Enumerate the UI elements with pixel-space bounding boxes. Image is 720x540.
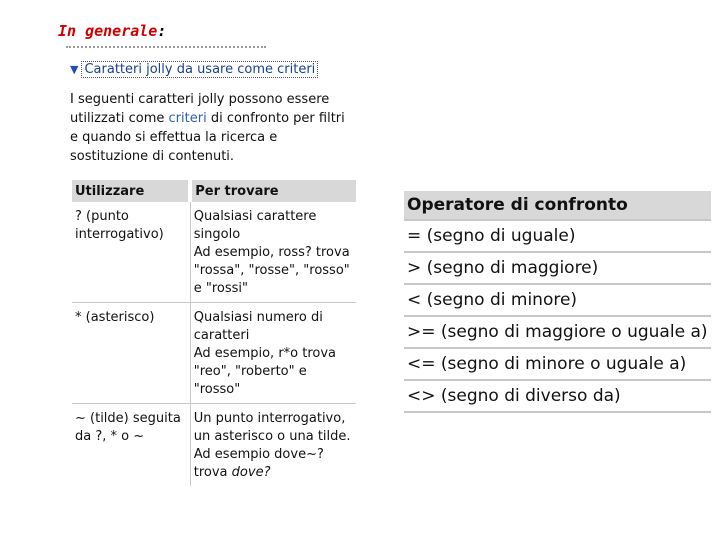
description-line: Qualsiasi numero di caratteri: [193, 310, 323, 343]
heading-text: In generale: [58, 22, 158, 40]
section-title[interactable]: Caratteri jolly da usare come criteri: [81, 61, 318, 78]
table-row: [404, 220, 711, 252]
page-heading: [58, 22, 166, 40]
table-row: [404, 316, 711, 348]
description-line: [194, 446, 353, 482]
description-line: Un punto interrogativo, un asterisco o una tilde.: [193, 411, 351, 444]
table-header-row: [72, 180, 356, 202]
table-row: [404, 348, 711, 380]
table-header-row: [404, 191, 711, 220]
intro-part1: I seguenti caratteri jolly possono essere utilizzati come: [70, 92, 330, 126]
criteri-link[interactable]: criteri: [168, 111, 207, 126]
description-text: Ad esempio dove~? trova: [193, 447, 324, 480]
table-row: [72, 303, 356, 404]
wildcard-cell: ? (punto interrogativo): [72, 202, 190, 303]
table-row: [404, 380, 711, 412]
operators-table: [404, 191, 711, 413]
italic-example: dove?: [231, 465, 271, 480]
wildcard-cell: * (asterisco): [72, 303, 190, 404]
section-toggle[interactable]: [70, 62, 318, 77]
description-cell: [190, 202, 356, 303]
table-row: [72, 202, 356, 303]
description-cell: [190, 303, 356, 404]
divider: [66, 46, 266, 52]
wildcard-cell: ~ (tilde) seguita da ?, * o ~: [72, 404, 190, 487]
table-row: [404, 284, 711, 316]
description-line: Qualsiasi carattere singolo: [193, 209, 317, 242]
description-line: Ad esempio, r*o trova "reo", "roberto" e "rosso": [193, 346, 337, 397]
column-header-use: Utilizzare: [72, 180, 190, 202]
operator-cell: < (segno di minore): [404, 284, 711, 316]
operator-cell: >= (segno di maggiore o uguale a): [404, 316, 711, 348]
description-cell: [190, 404, 356, 487]
heading-colon: :: [157, 22, 167, 40]
description-line: Ad esempio, ross? trova "rossa", "rosse", "rosso" e "rossi": [193, 245, 350, 296]
wildcard-table: [72, 180, 356, 486]
table-row: [72, 404, 356, 487]
intro-paragraph: [70, 90, 354, 166]
operator-cell: = (segno di uguale): [404, 220, 711, 252]
operator-cell: <> (segno di diverso da): [404, 380, 711, 412]
intro-part2: di confronto per filtri e quando si effettua la ricerca e sostituzione di contenuti.: [70, 111, 345, 164]
collapse-triangle-icon[interactable]: ▼: [70, 63, 79, 76]
table-row: [404, 252, 711, 284]
operators-header: Operatore di confronto: [404, 191, 711, 220]
operator-cell: > (segno di maggiore): [404, 252, 711, 284]
help-panel: [66, 46, 358, 502]
operator-cell: <= (segno di minore o uguale a): [404, 348, 711, 380]
column-header-find: Per trovare: [190, 180, 356, 202]
